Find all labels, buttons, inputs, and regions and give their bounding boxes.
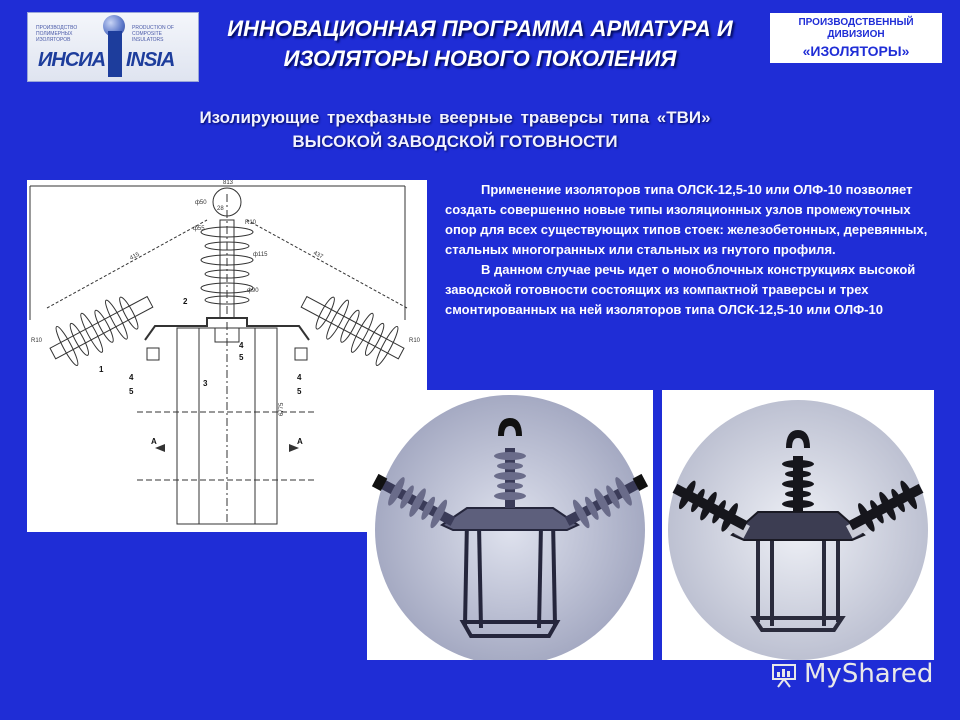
dim-label-r10b: R10 bbox=[31, 338, 43, 344]
product-photo-gray-svg bbox=[367, 390, 653, 660]
dim-label-d55: ф55 bbox=[193, 226, 205, 232]
traverse-bar bbox=[732, 512, 864, 540]
description-paragraph-2: В данном случае речь идет о моноблочных конструкциях высокой заводской готовности состоящих из компактной траверсы и трех смонтированных на ней изоляторов типа ОЛСК-12,5-10 или ОЛФ-10 bbox=[445, 262, 916, 317]
page-title bbox=[205, 14, 755, 74]
division-line1: ПРОИЗВОДСТВЕННЫЙ bbox=[798, 17, 914, 28]
product-photo-black-svg bbox=[662, 390, 934, 660]
dim-line-right-diag bbox=[247, 220, 407, 308]
logo-pillar bbox=[108, 31, 122, 77]
callout-4c: 4 bbox=[297, 373, 302, 382]
dim-label-d28: 28 bbox=[217, 206, 224, 212]
division-line2: ДИВИЗИОН bbox=[827, 29, 885, 40]
description-paragraph-1: Применение изоляторов типа ОЛСК-12,5-10 или ОЛФ-10 позволяет создать совершенно новые типы изоляционных узлов промежуточных опор для всех существующих типов стоек: железобетонных, деревянных, стальных многогранных или стальных из гнутого профиля. bbox=[445, 182, 928, 257]
callout-2: 2 bbox=[183, 297, 188, 306]
left-insulator bbox=[43, 282, 161, 372]
callout-3: 3 bbox=[203, 379, 208, 388]
watermark-text: MyShared bbox=[804, 659, 934, 689]
subtitle-line1: Изолирующие трехфазные веерные траверсы типа «ТВИ» bbox=[199, 108, 711, 127]
callout-5a: 5 bbox=[129, 387, 134, 396]
clamp-left bbox=[147, 348, 159, 360]
dim-line-left-diag bbox=[47, 220, 207, 308]
section-a-right: А bbox=[297, 437, 303, 446]
right-insulator bbox=[294, 282, 412, 372]
section-subtitle bbox=[100, 106, 810, 154]
description-text bbox=[445, 180, 945, 320]
division-badge bbox=[768, 11, 944, 65]
callout-1: 1 bbox=[99, 365, 104, 374]
product-photo-gray bbox=[367, 390, 653, 660]
dim-label-r10a: R10 bbox=[245, 220, 257, 226]
dim-label-top: 813 bbox=[223, 180, 234, 186]
watermark bbox=[770, 658, 950, 690]
page-title-line2: ИЗОЛЯТОРЫ НОВОГО ПОКОЛЕНИЯ bbox=[283, 46, 677, 71]
logo-small-ru: ПРОИЗВОДСТВО ПОЛИМЕРНЫХ ИЗОЛЯТОРОВ bbox=[36, 25, 78, 43]
logo-small-en: PRODUCTION OF COMPOSITE INSULATORS bbox=[132, 25, 174, 43]
callout-4a: 4 bbox=[129, 373, 134, 382]
product-photo-black bbox=[662, 390, 934, 660]
callout-4b: 4 bbox=[239, 341, 244, 350]
logo-text-ru: ИНСИА bbox=[38, 49, 106, 71]
dim-label-437: 437 bbox=[312, 250, 324, 261]
traverse-bar bbox=[442, 508, 578, 530]
dim-label-d115: ф115 bbox=[253, 252, 268, 258]
page-title-line1: ИННОВАЦИОННАЯ ПРОГРАММА АРМАТУРА И bbox=[227, 16, 733, 41]
dim-label-6775: 6775 bbox=[279, 402, 285, 416]
dim-label-r10c: R10 bbox=[409, 338, 421, 344]
section-a-left: А bbox=[151, 437, 157, 446]
callout-5c: 5 bbox=[297, 387, 302, 396]
dim-label-415: 415 bbox=[129, 251, 141, 262]
dim-label-d50: ф50 bbox=[195, 200, 207, 206]
logo-text-en: INSIA bbox=[126, 49, 175, 71]
subtitle-line2: ВЫСОКОЙ ЗАВОДСКОЙ ГОТОВНОСТИ bbox=[292, 132, 618, 151]
clamp-right bbox=[295, 348, 307, 360]
callout-5b: 5 bbox=[239, 353, 244, 362]
presentation-board-icon bbox=[770, 660, 798, 688]
division-line3: «ИЗОЛЯТОРЫ» bbox=[802, 43, 910, 59]
dim-label-d90: ф90 bbox=[247, 288, 259, 294]
company-logo bbox=[27, 12, 199, 82]
